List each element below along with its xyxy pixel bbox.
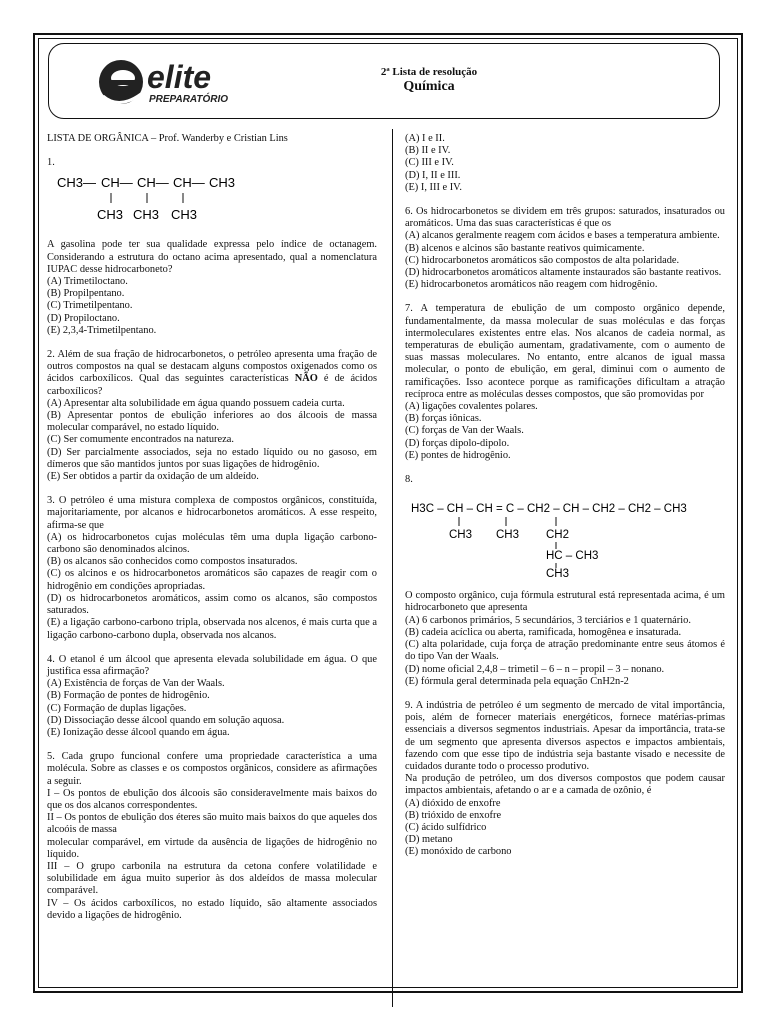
q7-option-e: (E) pontes de hidrogênio. <box>405 449 511 461</box>
q8-number: 8. <box>405 474 413 486</box>
q5-statement-2: II – Os pontos de ebulição dos éteres são muito mais baixos do que aqueles dos alcoóis de massa <box>47 812 377 836</box>
q2-option-a: (A) Apresentar alta solubilidade em água quando possuem cadeia curta. <box>47 397 345 409</box>
q1-option-e: (E) 2,3,4-Trimetilpentano. <box>47 324 157 336</box>
q1-option-b: (B) Propilpentano. <box>47 288 125 300</box>
q1-branch-1: CH3 <box>97 207 124 223</box>
q2-option-e: (E) Ser obtidos a partir da oxidação de um aldeído. <box>47 471 259 483</box>
q6-text: 6. Os hidrocarbonetos se dividem em três grupos: saturados, insaturados ou aromáticos. Uma das suas características é que os <box>405 206 725 230</box>
q1-structural-formula <box>47 169 247 227</box>
q2-option-c: (C) Ser comumente encontrados na natureza. <box>47 434 234 446</box>
q6-option-e: (E) hidrocarbonetos aromáticos não reagem com hidrogênio. <box>405 279 658 291</box>
q4-option-a: (A) Existência de forças de Van der Waals. <box>47 678 225 690</box>
q8-branch-3c: CH3 <box>546 568 570 579</box>
logo-text: elite <box>147 59 212 95</box>
q7-text: 7. A temperatura de ebulição de um composto orgânico depende, fundamentalmente, da massa molecular de suas moléculas e das forças intermoleculares existentes entre elas. Nos alcanos de cadeia normal, as temperaturas de ebulição aumentam, gradativamente, com o aumento de suas massas moleculares. No entanto, entre alcanos de igual massa molecular, o ponto de ebulição, em geral, diminui com o aumento de ramificações. Isso acontece porque as ramificações dificultam a atração recíproca entre as moléculas desses compostos, que são promovidas por <box>405 303 725 400</box>
q3-option-d: (D) os hidrocarbonetos aromáticos, assim como os alcanos, são compostos saturados. <box>47 592 377 617</box>
q1-main-c4: CH— <box>173 175 205 191</box>
q8-option-e: (E) fórmula geral determinada pela equação CnH2n-2 <box>405 675 629 687</box>
q6-option-a: (A) alcanos geralmente reagem com ácidos e bases a temperatura ambiente. <box>405 230 720 242</box>
q1-main-c2: CH— <box>101 175 133 191</box>
q4-option-e: (E) Ionização desse álcool quando em água. <box>47 726 230 738</box>
q8-main-chain: H3C – CH – CH = C – CH2 – CH – CH2 – CH2 – CH3 <box>411 503 687 516</box>
q5-statement-2b: molecular comparável, em virtude da ausência de ligações de hidrogênio no líquido. <box>47 836 377 860</box>
q3-option-e: (E) a ligação carbono-carbono tripla, observada nos alcenos, é mais curta que a ligação carbono-carbono dupla, observada nos alcanos. <box>47 617 377 641</box>
list-heading: LISTA DE ORGÂNICA – Prof. Wanderby e Cristian Lins <box>47 133 288 144</box>
q3-option-c: (C) os alcinos e os hidrocarbonetos aromáticos são capazes de reagir com o hidrogênio em condições apropriadas. <box>47 568 377 592</box>
q5-option-b: (B) II e IV. <box>405 145 451 157</box>
q8-text: O composto orgânico, cuja fórmula estrutural está representada acima, é um hidrocarboneto que apresenta <box>405 590 725 614</box>
q6-option-c: (C) hidrocarbonetos aromáticos são compostos de alta polaridade. <box>405 254 680 266</box>
q1-option-a: (A) Trimetiloctano. <box>47 276 128 288</box>
q3-option-b: (B) os alcanos são conhecidos como compostos insaturados. <box>47 556 298 568</box>
q9-option-a: (A) dióxido de enxofre <box>405 797 501 809</box>
q2-text-before: 2. Além de sua fração de hidrocarbonetos, o petróleo apresenta uma fração de outros compostos na qual se destacam alguns compostos oxigenados como os ácidos carboxílicos. Qual das seguintes características <box>47 349 377 385</box>
q9-text-2: Na produção de petróleo, um dos diversos compostos que podem causar impactos ambientais, afetando o ar e a camada de ozônio, é <box>405 773 725 797</box>
right-column <box>405 133 725 859</box>
q9-option-d: (D) metano <box>405 834 453 846</box>
document-title <box>279 66 579 95</box>
q3-text: 3. O petróleo é uma mistura complexa de compostos orgânicos, constituída, majoritariamente, por alcanos e hidrocarbonetos aromáticos. A esse respeito, afirma-se que <box>47 495 377 531</box>
q5-option-c: (C) III e IV. <box>405 157 454 169</box>
q7-option-a: (A) ligações covalentes polares. <box>405 401 538 413</box>
list-title: 2ª Lista de resolução <box>380 66 478 78</box>
q9-option-e: (E) monóxido de carbono <box>405 846 512 858</box>
q5-text: 5. Cada grupo funcional confere uma propriedade característica a uma molécula. Sobre as classes e os compostos orgânicos, considere as afirmações a seguir. <box>47 751 377 787</box>
q8-branch-2: CH3 <box>496 529 520 542</box>
header-box <box>48 43 720 119</box>
q8-branch-3b: HC – CH3 <box>546 550 599 563</box>
q5-statement-1: I – Os pontos de ebulição dos álcoois são consideravelmente mais baixos do que os dos alcanos correspondentes. <box>47 787 377 811</box>
q1-main-c5: CH3 <box>209 175 236 191</box>
q2-option-b: (B) Apresentar pontos de ebulição inferiores ao dos álcoois de massa molecular comparável, no estado líquido. <box>47 410 377 434</box>
q1-main-c1: CH3— <box>57 175 97 191</box>
q1-branch-2: CH3 <box>133 207 160 223</box>
q8-structural-formula <box>405 486 715 578</box>
q1-option-c: (C) Trimetilpentano. <box>47 300 133 312</box>
q1-main-c3: CH— <box>137 175 169 191</box>
q2-text <box>47 349 377 398</box>
left-column <box>47 133 377 922</box>
q4-option-c: (C) Formação de duplas ligações. <box>47 702 187 714</box>
q9-option-b: (B) trióxido de enxofre <box>405 809 502 821</box>
q5-statement-4: IV – Os ácidos carboxílicos, no estado líquido, são altamente associados devido a ligações de hidrogênio. <box>47 897 377 921</box>
q2-option-d: (D) Ser parcialmente associados, seja no estado líquido ou no gasoso, em dímeros que são mantidos juntos por suas ligações de hidrogênio. <box>47 446 377 470</box>
q8-option-b: (B) cadeia acíclica ou aberta, ramificada, homogênea e insaturada. <box>405 626 682 638</box>
column-divider <box>392 129 393 1007</box>
q5-statement-3: III – O grupo carbonila na estrutura da cetona confere volatilidade e solubilidade em água muito superior às dos aldeídos de massa molecular comparável. <box>47 860 377 897</box>
q8-option-c: (C) alta polaridade, cuja força de atração predominante entre seus átomos é do tipo Van der Waals. <box>405 639 725 663</box>
q8-branch-3a: CH2 <box>546 529 570 542</box>
logo-subtitle: PREPARATÓRIO <box>149 94 229 105</box>
q2-text-bold: NÃO <box>294 373 318 385</box>
q1-number: 1. <box>47 157 55 169</box>
q4-option-d: (D) Dissociação desse álcool quando em solução aquosa. <box>47 714 285 726</box>
q1-branch-3: CH3 <box>171 207 198 223</box>
q6-option-b: (B) alcenos e alcinos são bastante reativos quimicamente. <box>405 242 645 254</box>
page-frame <box>33 33 743 993</box>
q6-option-d: (D) hidrocarbonetos aromáticos altamente instaurados são bastante reativos. <box>405 267 722 279</box>
q1-text: A gasolina pode ter sua qualidade expressa pelo índice de octanagem. Considerando a estrutura do octano acima apresentado, qual a nomenclatura IUPAC desse hidrocarboneto? <box>47 239 377 275</box>
q4-option-b: (B) Formação de pontes de hidrogênio. <box>47 690 210 702</box>
q8-branch-1: CH3 <box>449 529 473 542</box>
q8-option-d: (D) nome oficial 2,4,8 – trimetil – 6 – n – propil – 3 – nonano. <box>405 663 665 675</box>
q1-option-d: (D) Propiloctano. <box>47 312 120 324</box>
q4-text: 4. O etanol é um álcool que apresenta elevada solubilidade em água. O que justifica essa afirmação? <box>47 653 377 677</box>
q7-option-b: (B) forças iônicas. <box>405 413 482 425</box>
q7-option-c: (C) forças de Van der Waals. <box>405 425 524 437</box>
q2-text-after: é de ácidos carboxílicos? <box>47 373 377 397</box>
q9-option-c: (C) ácido sulfídrico <box>405 821 487 833</box>
q5-option-a: (A) I e II. <box>405 133 445 144</box>
q8-option-a: (A) 6 carbonos primários, 5 secundários, 3 terciários e 1 quaternário. <box>405 614 691 626</box>
q9-text: 9. A indústria de petróleo é um segmento de mercado de vital importância, pois, além de fornecer materiais energéticos, fornece matérias-primas essenciais a diversos segmentos industriais. Apesar da importância, trata-se de um segmento que apresenta diversos aspectos e impactos ambientais, fazendo com que esse tipo de indústria seja bastante visado e necessite de cuidados durante todo o processo produtivo. <box>405 699 725 772</box>
q3-option-a: (A) os hidrocarbonetos cujas moléculas têm uma dupla ligação carbono-carbono são denominados alcinos. <box>47 531 377 556</box>
q5-option-e: (E) I, III e IV. <box>405 181 462 193</box>
q5-option-d: (D) I, II e III. <box>405 169 461 181</box>
subject-title: Química <box>403 79 455 94</box>
elite-logo <box>89 54 249 110</box>
q7-option-d: (D) forças dipolo-dipolo. <box>405 437 510 449</box>
